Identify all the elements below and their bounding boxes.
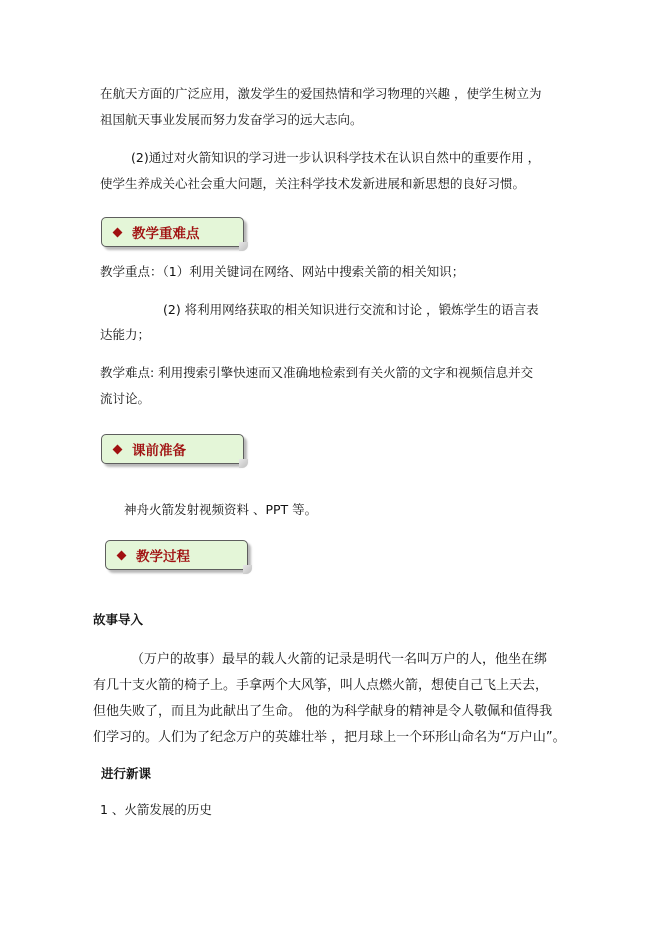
page-curl-decoration xyxy=(243,565,252,574)
story-line-1: （万户的故事）最早的载人火箭的记录是明代一名叫万户的人，他坐在绑 xyxy=(131,652,548,667)
page-curl-decoration xyxy=(239,459,248,468)
new-lesson-item-1: 1 、火箭发展的历史 xyxy=(100,802,212,817)
teaching-focus-line: 教学重点：（1）利用关键词在网络、网站中搜索关箭的相关知识； xyxy=(100,264,465,279)
goal2-line-2: 使学生养成关心社会重大问题，关注科学技术发新进展和新思想的良好习惯。 xyxy=(100,176,526,191)
section-tag-label: 教学过程 xyxy=(136,549,190,565)
section-tag-process xyxy=(105,540,248,570)
section-tag-label: 课前准备 xyxy=(132,443,186,459)
intro-line-1: 在航天方面的广泛应用，激发学生的爱国热情和学习物理的兴趣 ，使学生树立为 xyxy=(100,86,542,101)
goal2-line-1: (2)通过对火箭知识的学习进一步认识科学技术在认识自然中的重要作用 ， xyxy=(131,150,541,165)
story-heading: 故事导入 xyxy=(93,612,144,627)
teaching-difficulty-line-1: 教学难点: 利用搜索引擎快速而又准确地检索到有关火箭的文字和视频信息并交 xyxy=(100,365,534,380)
section-tag-label: 教学重难点 xyxy=(132,226,200,242)
teaching-focus-2-line-1: (2) 将利用网络获取的相关知识进行交流和讨论 ，锻炼学生的语言表 xyxy=(163,302,539,317)
teaching-focus-2-line-2: 达能力； xyxy=(100,327,151,342)
page-curl-decoration xyxy=(239,242,248,251)
diamond-bullet-icon xyxy=(117,550,127,560)
story-line-4: 们学习的。人们为了纪念万户的英雄壮举 ，把月球上一个环形山命名为“万户山”。 xyxy=(93,730,566,745)
new-lesson-heading: 进行新课 xyxy=(101,766,152,781)
section-tag-key-points xyxy=(101,217,244,247)
intro-line-2: 祖国航天事业发展而努力发奋学习的远大志向。 xyxy=(100,112,363,127)
story-line-3: 但他失败了，而且为此献出了生命。 他的为科学献身的精神是令人敬佩和值得我 xyxy=(93,704,553,719)
diamond-bullet-icon xyxy=(113,227,123,237)
story-line-2: 有几十支火箭的椅子上。手拿两个大风筝，叫人点燃火箭，想使自己飞上天去， xyxy=(93,678,549,693)
section-tag-preparation xyxy=(101,434,244,464)
teaching-difficulty-line-2: 流讨论。 xyxy=(100,391,151,406)
preparation-text: 神舟火箭发射视频资料 、PPT 等。 xyxy=(124,502,318,517)
diamond-bullet-icon xyxy=(113,444,123,454)
